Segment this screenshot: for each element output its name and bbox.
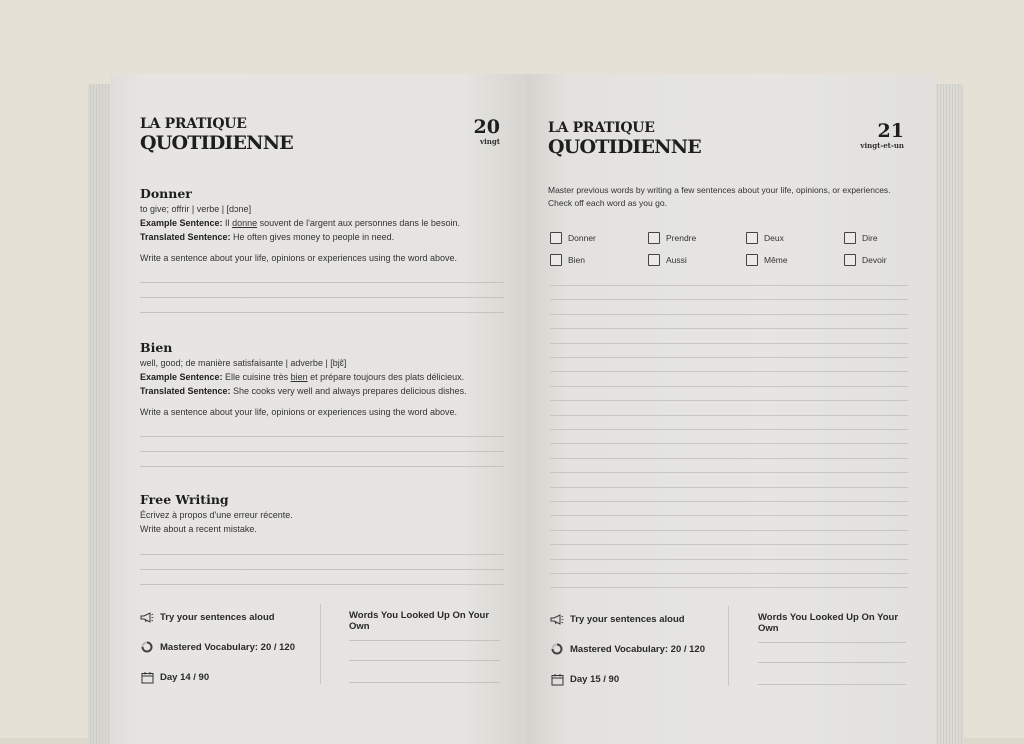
checklist-label: Prendre [666,233,697,243]
writing-line[interactable] [140,569,504,570]
translated-text: She cooks very well and always prepares delicious dishes. [230,386,467,396]
word-entry-donner [140,186,504,265]
writing-line[interactable] [550,285,908,286]
free-writing-prompt-fr: Écrivez à propos d'une erreur récente. [140,510,293,520]
checklist-label: Donner [568,233,596,243]
checkbox[interactable] [550,232,562,244]
looked-up-line[interactable] [758,684,906,685]
writing-line[interactable] [550,415,908,416]
translated-label: Translated Sentence: [140,232,231,242]
checklist-item-prendre[interactable] [648,232,696,244]
megaphone-icon [550,612,564,626]
writing-line[interactable] [140,451,504,452]
checklist-label: Aussi [666,255,687,265]
checklist-label: Bien [568,255,586,265]
checkbox[interactable] [550,254,562,266]
calendar-icon [140,670,154,684]
page-number-word: vingt-et-un [860,141,904,150]
calendar-icon [550,672,564,686]
writing-line[interactable] [550,544,908,545]
example-sentence [140,216,504,230]
page-stack-left [88,84,112,744]
free-writing-prompt-en: Write about a recent mistake. [140,524,257,534]
page-stack-right [934,84,964,744]
checklist-item-meme[interactable] [746,254,788,266]
translated-sentence [140,230,504,244]
page-title-line1: LA PRATIQUE [140,116,247,132]
translated-text: He often gives money to people in need. [230,232,395,242]
progress-ring-icon [140,640,154,654]
checklist-item-devoir[interactable] [844,254,887,266]
example-highlight: donne [232,218,258,228]
example-text-pre: Il [222,218,233,228]
writing-prompt: Write a sentence about your life, opinions or experiences using the word above. [140,407,458,417]
writing-line[interactable] [550,501,908,502]
writing-line[interactable] [550,429,908,430]
free-writing-section [140,492,504,536]
checkbox[interactable] [746,254,758,266]
free-writing-title: Free Writing [140,492,229,507]
checklist-label: Même [764,255,788,265]
writing-line[interactable] [140,466,504,467]
writing-line[interactable] [550,343,908,344]
checkbox[interactable] [648,232,660,244]
example-label: Example Sentence: [140,372,223,382]
checklist-label: Deux [764,233,784,243]
mastered-label: Mastered Vocabulary: 20 / 120 [160,641,295,653]
mastered-row [550,642,705,656]
writing-line[interactable] [550,386,908,387]
writing-line[interactable] [140,436,504,437]
word-heading: Bien [140,340,173,355]
footer-divider [320,604,321,684]
writing-line[interactable] [550,314,908,315]
looked-up-heading: Words You Looked Up On Your Own [349,610,490,632]
word-entry-bien [140,340,504,419]
try-aloud-label: Try your sentences aloud [570,613,685,625]
checklist-item-dire[interactable] [844,232,878,244]
writing-line[interactable] [550,443,908,444]
example-highlight: bien [290,372,308,382]
try-aloud-row [140,610,275,624]
try-aloud-row [550,612,685,626]
checklist-label: Devoir [862,255,887,265]
looked-up-line[interactable] [349,682,500,683]
page-header [548,120,904,164]
writing-line[interactable] [140,297,504,298]
writing-line[interactable] [550,530,908,531]
page-number-digit: 20 [473,116,500,138]
looked-up-line[interactable] [349,640,500,641]
try-aloud-label: Try your sentences aloud [160,611,275,623]
open-book [88,74,964,744]
writing-line[interactable] [550,587,908,588]
writing-line[interactable] [550,458,908,459]
page-number [860,120,904,150]
writing-line[interactable] [550,400,908,401]
day-label: Day 15 / 90 [570,673,620,685]
day-label: Day 14 / 90 [160,671,210,683]
checkbox[interactable] [844,254,856,266]
intro-text: Master previous words by writing a few sentences about your life, opinions, or experiences. Check off each word as you go. [548,185,891,208]
writing-line[interactable] [550,515,908,516]
checklist-item-aussi[interactable] [648,254,687,266]
writing-line[interactable] [550,559,908,560]
example-text-post: et prépare toujours des plats délicieux. [307,372,465,382]
example-text-post: souvent de l'argent aux personnes dans le besoin. [257,218,460,228]
looked-up-heading: Words You Looked Up On Your Own [758,612,899,634]
page-footer [140,604,500,704]
mastered-row [140,640,295,654]
page-number-word: vingt [480,137,500,146]
checkbox[interactable] [648,254,660,266]
page-number-digit: 21 [877,120,904,142]
page-title-line2: QUOTIDIENNE [548,136,701,158]
translated-label: Translated Sentence: [140,386,231,396]
writing-line[interactable] [550,371,908,372]
looked-up-line[interactable] [758,662,906,663]
translated-sentence [140,384,504,398]
day-row [550,672,619,686]
checkbox[interactable] [844,232,856,244]
writing-line[interactable] [550,357,908,358]
page-title-line1: LA PRATIQUE [548,120,655,136]
checklist-label: Dire [862,233,878,243]
writing-line[interactable] [140,554,504,555]
looked-up-line[interactable] [349,660,500,661]
example-sentence [140,370,504,384]
left-page [110,74,526,744]
checklist-item-bien[interactable] [550,254,585,266]
writing-line[interactable] [550,573,908,574]
example-text-pre: Elle cuisine très [222,372,291,382]
page-header [140,116,500,160]
writing-line[interactable] [140,584,504,585]
writing-prompt: Write a sentence about your life, opinions or experiences using the word above. [140,253,458,263]
looked-up-line[interactable] [758,642,906,643]
page-number [474,116,500,146]
page-footer [550,606,906,706]
word-heading: Donner [140,186,192,201]
writing-line[interactable] [550,487,908,488]
checkbox[interactable] [746,232,758,244]
word-definition: well, good; de manière satisfaisante | adverbe | [bjɛ̃] [140,358,347,368]
word-definition: to give; offrir | verbe | [dɔne] [140,204,252,214]
writing-line[interactable] [140,312,504,313]
mastered-label: Mastered Vocabulary: 20 / 120 [570,643,705,655]
writing-line[interactable] [140,282,504,283]
writing-line[interactable] [550,328,908,329]
checklist-item-donner[interactable] [550,232,596,244]
page-title-line2: QUOTIDIENNE [140,132,293,154]
day-row [140,670,209,684]
writing-line[interactable] [550,299,908,300]
example-label: Example Sentence: [140,218,223,228]
writing-line[interactable] [550,472,908,473]
checklist-item-deux[interactable] [746,232,784,244]
megaphone-icon [140,610,154,624]
progress-ring-icon [550,642,564,656]
right-page [526,74,936,744]
footer-divider [728,606,729,686]
